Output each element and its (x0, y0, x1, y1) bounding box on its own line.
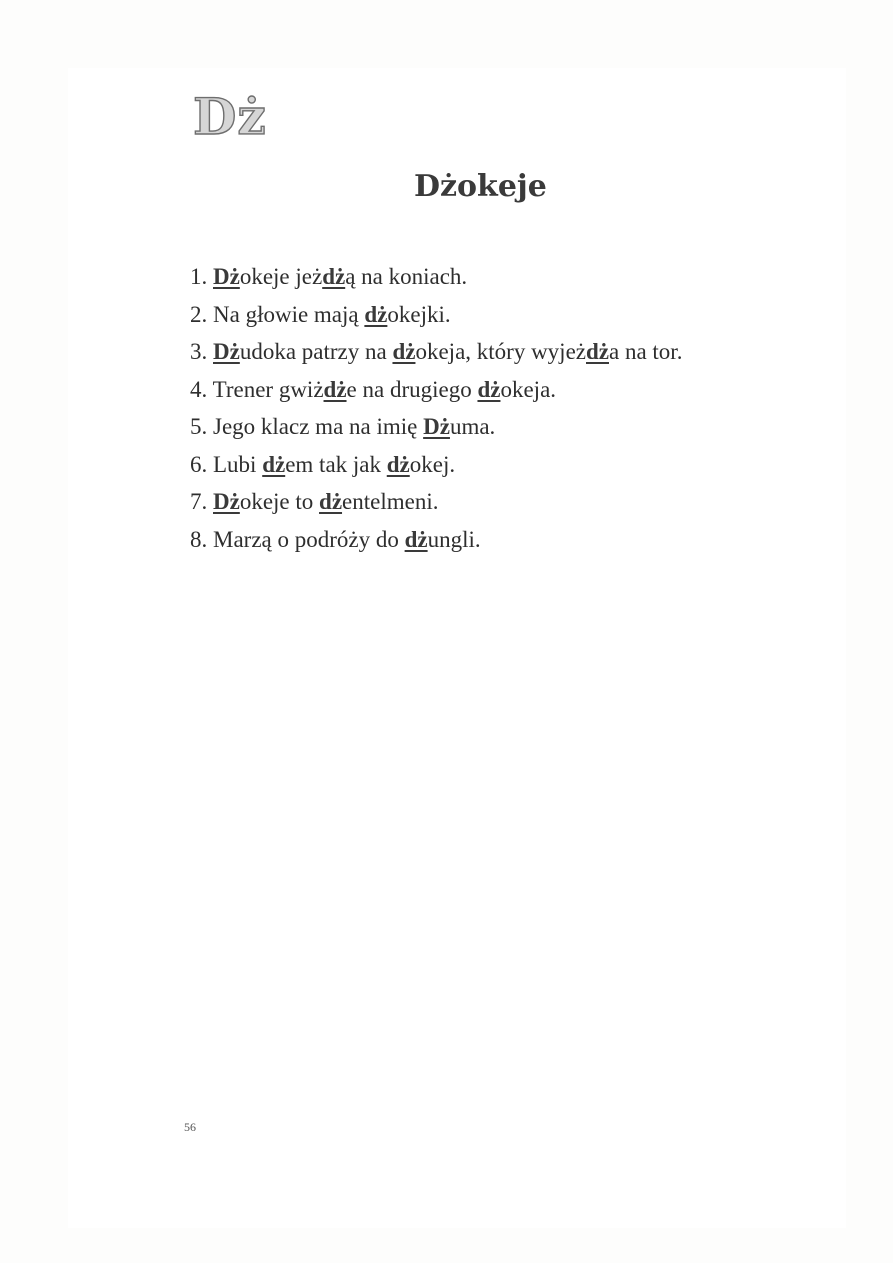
sentence-item (190, 446, 682, 484)
sentence-number: 4. (190, 376, 213, 402)
highlighted-digraph: dż (322, 264, 346, 289)
sentence-text: uma. (449, 414, 496, 439)
highlighted-digraph: Dż (213, 264, 240, 289)
chapter-letter: Dż (193, 87, 267, 146)
sentence-text: okeja. (500, 376, 557, 402)
highlighted-digraph: dż (392, 339, 416, 364)
sentence-text: ą na koniach. (345, 264, 468, 289)
sentence-number: 1. (190, 264, 213, 289)
highlighted-digraph: Dż (213, 339, 240, 364)
sentence-item (190, 296, 682, 334)
sentence-item (190, 333, 682, 371)
sentence-text: e na drugiego (346, 376, 478, 402)
sentence-number: 7. (190, 489, 213, 514)
page-number: 56 (184, 1120, 196, 1134)
sentence-item (190, 371, 682, 409)
sentence-text: Marzą o podróży do (213, 526, 405, 552)
sentence-number: 8. (190, 526, 213, 552)
sentence-text: udoka patrzy na (239, 339, 393, 364)
highlighted-digraph: Dż (423, 414, 450, 439)
sentence-text: Na głowie mają (213, 301, 365, 327)
highlighted-digraph: dż (319, 489, 343, 514)
sentence-item (190, 258, 682, 296)
sentence-text: em tak jak (285, 451, 387, 477)
highlighted-digraph: dż (586, 339, 609, 364)
highlighted-digraph: dż (323, 376, 347, 402)
sentence-number: 3. (190, 339, 213, 364)
sentence-text: a na tor. (609, 339, 683, 364)
sentence-text: Trener gwiż (212, 376, 324, 402)
highlighted-digraph: Dż (213, 489, 240, 514)
sentence-text: okeje jeż (239, 264, 323, 289)
sentence-list (190, 258, 682, 558)
sentence-number: 5. (190, 414, 213, 439)
sentence-text: entelmeni. (342, 489, 439, 514)
sentence-number: 6. (190, 451, 213, 477)
sentence-item (190, 483, 682, 521)
sentence-text: okeja, który wyjeż (415, 339, 586, 364)
sentence-item (190, 521, 682, 559)
highlighted-digraph: dż (364, 301, 388, 327)
highlighted-digraph: dż (477, 376, 501, 402)
highlighted-digraph: dż (262, 451, 286, 477)
sentence-text: Lubi (213, 451, 263, 477)
page-title: Dżokeje (414, 169, 547, 204)
sentence-text: okejki. (387, 301, 451, 327)
sheet (68, 68, 846, 1228)
highlighted-digraph: dż (386, 451, 410, 477)
sentence-text: okeje to (239, 489, 320, 514)
highlighted-digraph: dż (404, 526, 428, 552)
sentence-text: Jego klacz ma na imię (213, 414, 424, 439)
sentence-item (190, 408, 682, 446)
sentence-text: ungli. (427, 526, 481, 552)
sentence-text: okej. (409, 451, 456, 477)
sentence-number: 2. (190, 301, 213, 327)
